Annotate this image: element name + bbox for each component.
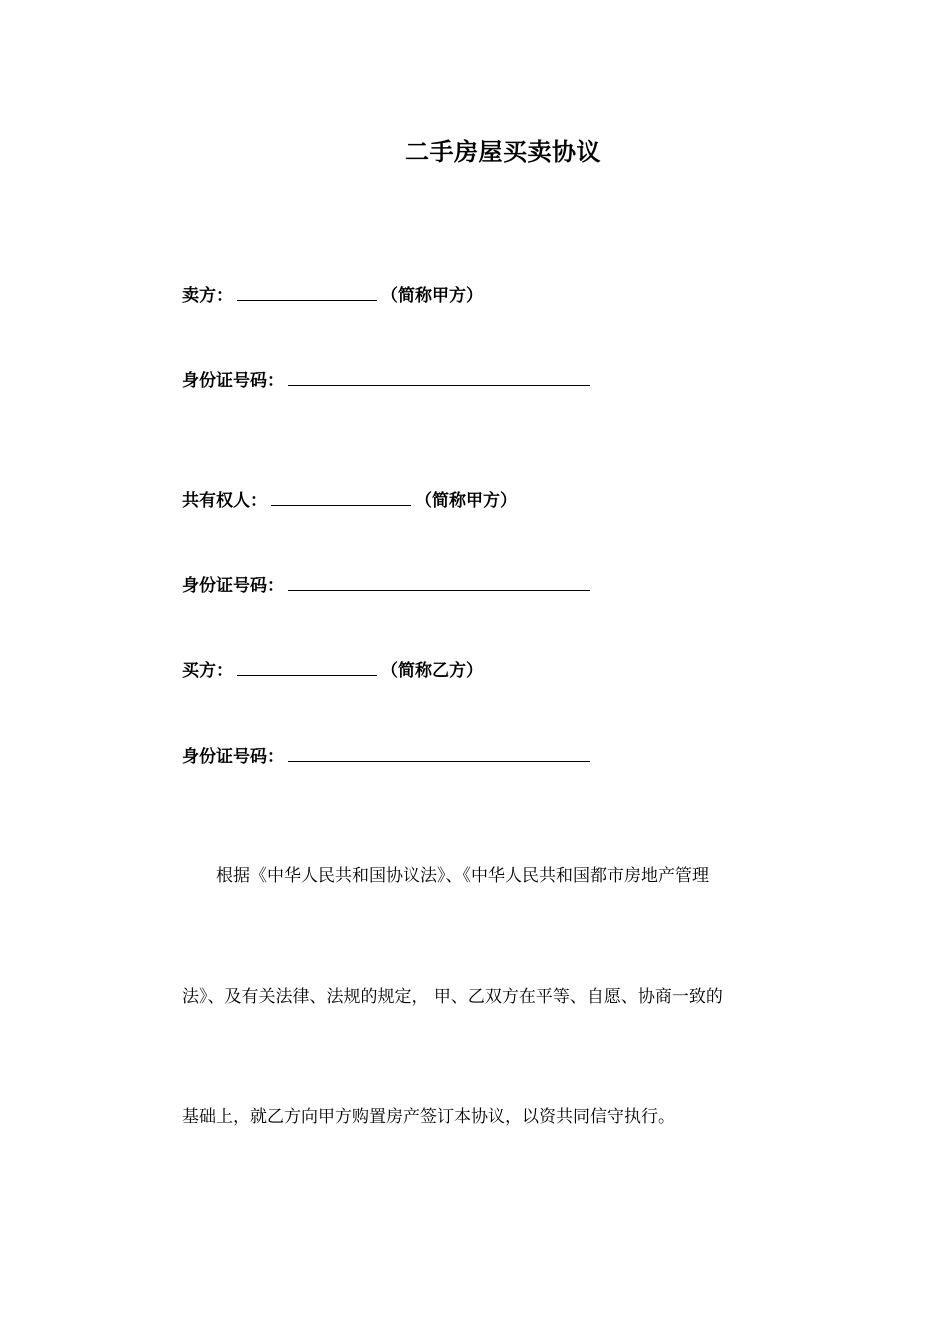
body-line-1: 根据《中华人民共和国协议法》、《中华人民共和国都市房地产管理 [216, 866, 709, 886]
co-owner-field [182, 489, 517, 513]
seller-suffix: （简称甲方） [381, 286, 483, 306]
seller-id-field [182, 369, 594, 393]
buyer-suffix: （简称乙方） [381, 661, 483, 681]
seller-blank[interactable] [237, 284, 377, 301]
buyer-id-field [182, 745, 594, 769]
buyer-id-blank[interactable] [288, 745, 590, 762]
co-owner-label: 共有权人： [182, 491, 267, 511]
co-owner-blank[interactable] [271, 489, 411, 506]
co-owner-id-blank[interactable] [288, 574, 590, 591]
seller-id-blank[interactable] [288, 369, 590, 386]
buyer-label: 买方： [182, 661, 233, 681]
buyer-id-label: 身份证号码： [182, 747, 284, 767]
body-line-2: 法》、及有关法律、法规的规定， 甲、乙双方在平等、自愿、协商一致的 [182, 987, 723, 1007]
buyer-blank[interactable] [237, 659, 377, 676]
co-owner-suffix: （简称甲方） [415, 491, 517, 511]
co-owner-id-label: 身份证号码： [182, 576, 284, 596]
body-line-3: 基础上，就乙方向甲方购置房产签订本协议，以资共同信守执行。 [182, 1107, 675, 1127]
seller-id-label: 身份证号码： [182, 371, 284, 391]
seller-label: 卖方： [182, 286, 233, 306]
seller-field [182, 284, 483, 308]
co-owner-id-field [182, 574, 594, 598]
buyer-field [182, 659, 483, 683]
document-title: 二手房屋买卖协议 [405, 138, 601, 166]
